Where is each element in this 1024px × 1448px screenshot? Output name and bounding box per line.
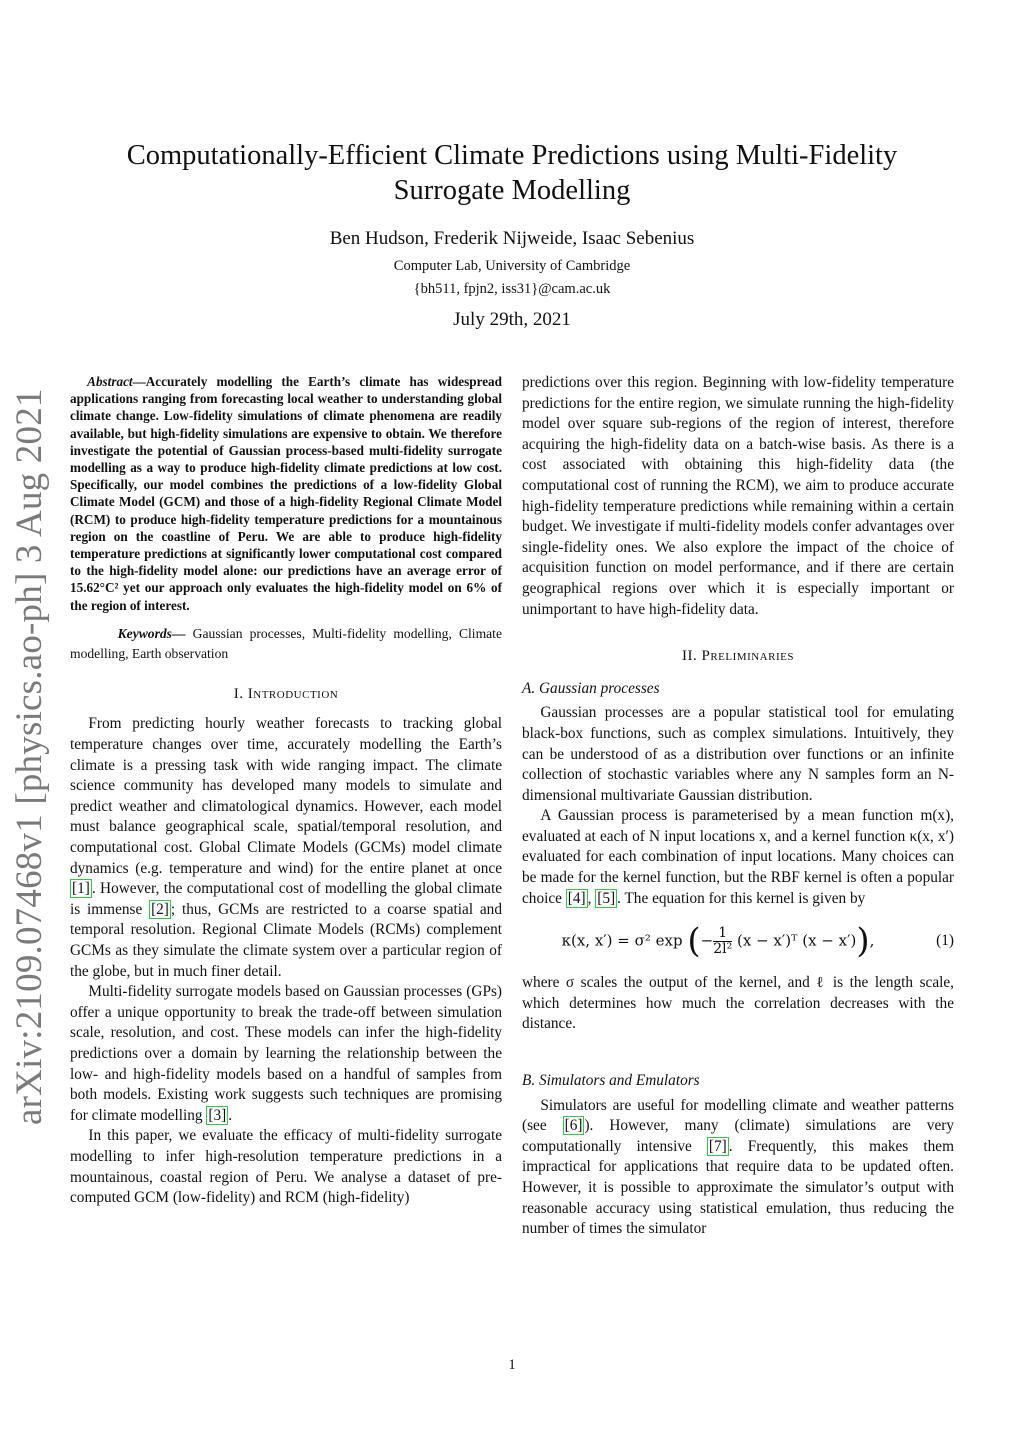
section-heading-preliminaries: II. Preliminaries [682,648,794,665]
keywords [70,624,502,664]
equation-body: κ(x, x′) = σ² exp (− $\frac{1}{\text{2l²}}$ (x − x′)ᵀ (x − x′)), [561,920,875,961]
equation-number: (1) [936,931,954,949]
gp-p2-text-a: A Gaussian process is parameterised by a mean function m(x), evaluated at each of N input locations x, and a kernel function κ(x, x′) evaluated for each combination of input locations. Many choices can be made for the kernel function, but the RBF kernel is often a popular choice [522,807,954,907]
gp-paragraph-2 [522,806,954,909]
after-equation-text: where σ scales the output of the kernel, and ℓ is the length scale, which determines how much the correlation decreases with the distance. [522,974,954,1033]
intro-paragraph-3: In this paper, we evaluate the efficacy of multi-fidelity surrogate modelling to infer high-resolution temperature predictions in a mountainous, coastal region of Peru. We analyse a dataset of pre-computed GCM (low-fidelity) and RCM (high-fidelity) [70,1127,502,1207]
page-number: 1 [508,1357,516,1373]
abstract [70,373,502,614]
gp-p2-text-b: . The equation for this kernel is given by [617,889,866,907]
equation-left: κ(x, x′) = σ² exp [561,931,683,950]
keywords-text: Gaussian processes, Multi-fidelity modelling, Climate modelling, Earth observation [70,625,502,661]
right-column [522,373,954,1240]
intro-paragraph-1 [70,714,502,982]
citation-3[interactable]: [3] [208,1106,227,1124]
equation-fraction-numerator: 1 [718,924,728,941]
intro-p2-text-b: . [228,1106,233,1124]
citation-4[interactable]: [4] [567,889,586,907]
intro-p1-text-a: From predicting hourly weather forecasts to tracking global temperature changes over time, accurately modelling the Earth’s climate is a pressing task with wide ranging impact. The climate science community has developed many models to simulate and predict weather and climatological dynamics. However, each model must balance geographical scale, spatial/temporal resolution, and computational cost. Global Climate Models (GCMs) model climate dynamics (e.g. temperature and wind) for the entire planet at once [70,715,502,877]
gp-paragraph-1: Gaussian processes are a popular statistical tool for emulating black-box functions, such as complex simulations. Intuitively, they can be understood of as a distribution over functions or an infinite collection of stochastic variables where any N samples form an N-dimensional multivariate Gaussian distribution. [522,704,954,804]
subsection-heading-gaussian-processes: A. Gaussian processes [522,679,660,697]
citation-2[interactable]: [2] [151,900,169,918]
equation-fraction [713,926,732,957]
citation-1[interactable]: [1] [72,880,90,898]
section-heading-introduction: I. Introduction [233,685,339,702]
subsection-heading-simulators: B. Simulators and Emulators [522,1072,700,1090]
intro-continuation: predictions over this region. Beginning with low-fidelity temperature predictions for the entire region, we simulate running the high-fidelity model over square sub-regions of the region of interest, therefore acquiring the high-fidelity data on a batch-wise basis. As there is a cost associated with obtaining this high-fidelity data (the computational cost of running the RCM), we aim to produce accurate high-fidelity temperature predictions while remaining within a certain budget. We investigate if multi-fidelity models confer advantages over single-fidelity ones. We also explore the impact of the choice of acquisition function on model performance, and if there are certain geographical regions over which it is especially important or unimportant to have high-fidelity data. [522,374,954,618]
equation-right: (x − x′)ᵀ (x − x′) [737,931,857,950]
simulators-paragraph [522,1096,954,1240]
citation-5[interactable]: [5] [597,889,616,907]
equation-1 [522,915,954,967]
intro-paragraph-2 [70,982,502,1126]
citation-7[interactable]: [7] [708,1137,727,1155]
intro-p2-text-a: Multi-fidelity surrogate models based on Gaussian processes (GPs) offer a unique opportunity to break the trade-off between simulation scale, resolution, and cost. These models can infer the high-fidelity predictions over a domain by learning the relationship between the low- and high-fidelity models based on a handful of samples from both models. Existing work suggests such techniques are promising for climate modelling [70,983,502,1124]
abstract-text: —Accurately modelling the Earth’s climate has widespread applications ranging from forecasting local weather to understanding global climate change. Low-fidelity simulations of climate phenomena are readily available, but high-fidelity simulations are expensive to obtain. We therefore investigate the potential of Gaussian process-based multi-fidelity surrogate modelling as a way to produce high-fidelity climate predictions at low cost. Specifically, our model combines the predictions of a low-fidelity Global Climate Model (GCM) and those of a high-fidelity Regional Climate Model (RCM) to produce high-fidelity temperature predictions for a mountainous region on the coastline of Peru. We are able to produce high-fidelity temperature predictions at significantly lower computational cost compared to the high-fidelity model alone: our predictions have an average error of 15.62°C² yet our approach only evaluates the high-fidelity model on 6% of the region of interest. [70,374,502,613]
sim-text-c: . Frequently, this makes them impractical for applications that require data to be updated often. However, it is possible to approximate the simulator’s output with reasonable accuracy using statistical emulation, thus reducing the number of times the simulator [522,1137,954,1238]
affiliation: Computer Lab, University of Cambridge [393,258,631,274]
intro-p1-text-b: . However, the computational cost of modelling the global climate is immense [70,880,502,918]
paper-date: July 29th, 2021 [453,309,571,330]
intro-p1-text-c: ; thus, GCMs are restricted to a coarse spatial and temporal resolution. Regional Climate Models (RCMs) complement GCMs as they simulate the climate system over a particular region of the globe, but in much finer detail. [70,900,502,980]
equation-fraction-denominator: 2l² [713,940,733,957]
author-emails: {bh511, fpjn2, iss31}@cam.ac.uk [413,281,611,297]
authors: Ben Hudson, Frederik Nijweide, Isaac Sebenius [329,228,695,249]
citation-6[interactable]: [6] [564,1117,583,1135]
sim-text-a: Simulators are useful for modelling climate and weather patterns (see [522,1096,954,1135]
paper-title [60,138,964,208]
left-column [70,373,502,1209]
gp-p2-sep: , [587,889,596,907]
sim-text-b: ). However, many (climate) simulations are very computationally intensive [522,1117,954,1155]
keywords-lead: Keywords— [117,625,186,641]
title-line-1: Computationally-Efficient Climate Predictions using Multi-Fidelity [126,140,898,171]
title-line-2: Surrogate Modelling [393,175,631,206]
abstract-lead: Abstract [87,374,133,389]
arxiv-side-stamp: arXiv:2109.07468v1 [physics.ao-ph] 3 Aug 2021 [9,388,50,1125]
